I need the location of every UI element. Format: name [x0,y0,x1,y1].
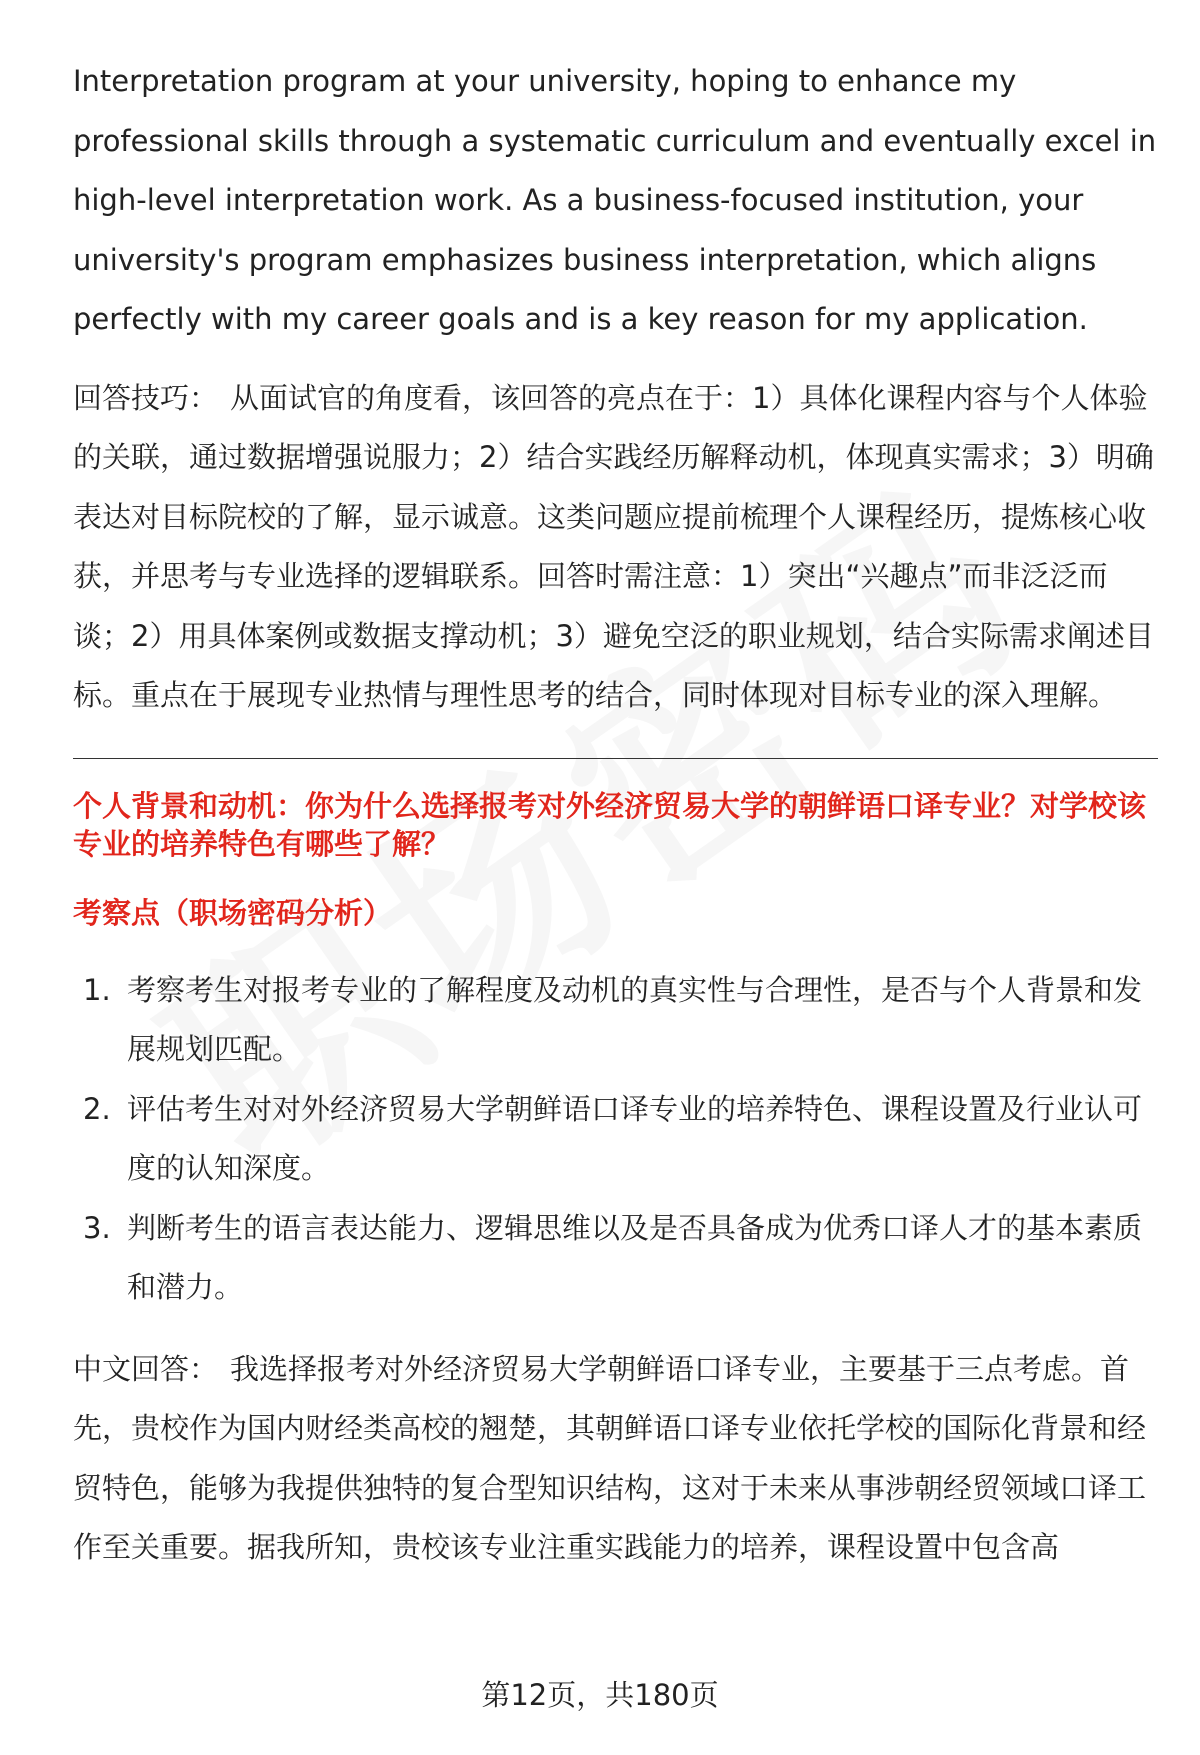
chinese-answer-label: 中文回答： [73,1351,219,1386]
list-item [73,1080,1158,1199]
chinese-answer-paragraph [73,1340,1158,1578]
list-item-text: 评估考生对对外经济贸易大学朝鲜语口译专业的培养特色、课程设置及行业认可度的认知深度。 [127,1091,1143,1185]
section-divider [73,758,1158,759]
answer-tips-paragraph [73,369,1158,726]
chinese-answer-text: 我选择报考对外经济贸易大学朝鲜语口译专业，主要基于三点考虑。首先，贵校作为国内财经类高校的翘楚，其朝鲜语口译专业依托学校的国际化背景和经贸特色，能够为我提供独特的复合型知识结构，这对于未来从事涉朝经贸领域口译工作至关重要。据我所知，贵校该专业注重实践能力的培养，课程设置中包含高 [73,1351,1147,1564]
document-page [73,52,1158,1578]
list-item-number: 3. [83,1210,111,1245]
list-item-number: 2. [83,1091,111,1126]
list-item [73,961,1158,1080]
assessment-points-list [73,961,1158,1318]
list-item-number: 1. [83,972,111,1007]
list-item-text: 判断考生的语言表达能力、逻辑思维以及是否具备成为优秀口译人才的基本素质和潜力。 [127,1210,1143,1304]
intro-english-paragraph: Interpretation program at your university, hoping to enhance my professional skills through a systematic curriculum and eventually excel in high-level interpretation work. As a business-focused institution, your university's program emphasizes business interpretation, which aligns perfectly with my career goals and is a key reason for my application. [73,64,1157,336]
list-item-text: 考察考生对报考专业的了解程度及动机的真实性与合理性，是否与个人背景和发展规划匹配。 [127,972,1143,1066]
page-number-footer: 第12页，共180页 [481,1678,719,1712]
assessment-points-title: 考察点（职场密码分析） [73,895,393,930]
answer-tips-text: 从面试官的角度看，该回答的亮点在于：1）具体化课程内容与个人体验的关联，通过数据增强说服力；2）结合实践经历解释动机，体现真实需求；3）明确表达对目标院校的了解，显示诚意。这类问题应提前梳理个人课程经历，提炼核心收获，并思考与专业选择的逻辑联系。回答时需注意：1）突出“兴趣点”而非泛泛而谈；2）用具体案例或数据支撑动机；3）避免空泛的职业规划，结合实际需求阐述目标。重点在于展现专业热情与理性思考的结合，同时体现对目标专业的深入理解。 [73,380,1154,712]
list-item [73,1199,1158,1318]
answer-tips-label: 回答技巧： [73,380,219,415]
interview-question: 个人背景和动机：你为什么选择报考对外经济贸易大学的朝鲜语口译专业？对学校该专业的培养特色有哪些了解？ [73,788,1147,861]
